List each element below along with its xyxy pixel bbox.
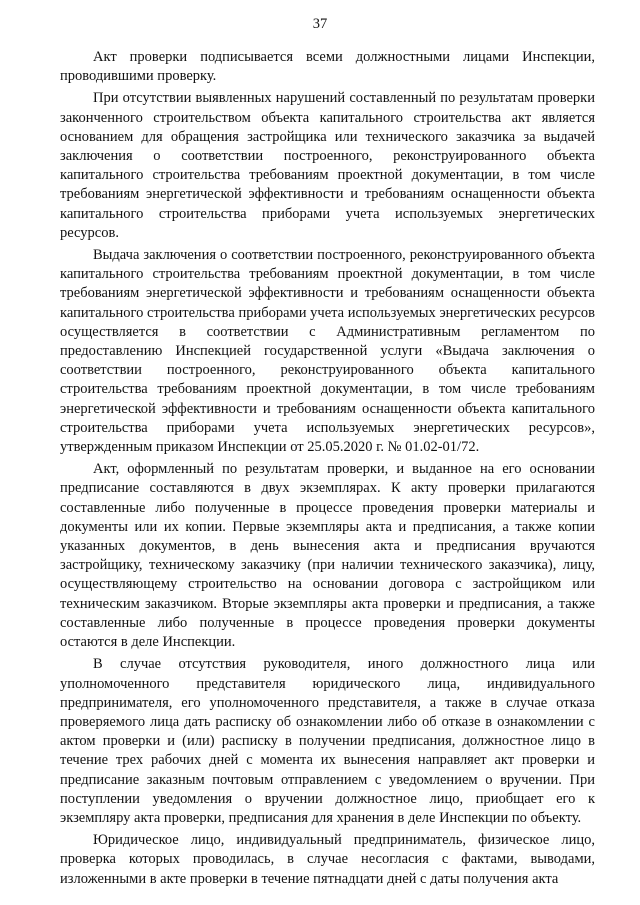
paragraph-act-copies: Акт, оформленный по результатам проверки, и выданное на его основании предписание составляются в двух экземплярах. К акту проверки прилагаются составленные либо полученные в процессе проведения проверки материалы и документы или их копии. Первые экземпляры акта и предписания, а также копии указанных документов, в день вынесения акта и предписания вручаются застройщику, техническому заказчику (при наличии технического заказчика), лицу, осуществляющему строительство на основании договора с застройщиком или техническим заказчиком. Вторые экземпляры акта проверки и предписания, а также составленные либо полученные в процессе проведения проверки документы остаются в деле Инспекции. [60, 461, 595, 651]
page-number: 37 [312, 16, 328, 32]
document-body [60, 48, 595, 892]
paragraph-absence-of-manager: В случае отсутствия руководителя, иного должностного лица или уполномоченного представителя юридического лица, индивидуального предпринимателя, его уполномоченного представителя, а также в случае отказа проверяемого лица дать расписку об ознакомлении либо об отказе в ознакомлении с актом проверки и (или) расписку в получении предписания, должностное лицо в течение трех рабочих дней с момента их вынесения направляет акт проверки и предписание заказным почтовым отправлением с уведомлением о вручении. При поступлении уведомления о вручении должностное лицо, приобщает его к экземпляру акта проверки, предписания для хранения в деле Инспекции по объекту. [60, 656, 595, 826]
paragraph-no-violations: При отсутствии выявленных нарушений составленный по результатам проверки законченного строительством объекта капитального строительства акт является основанием для обращения застройщика или технического заказчика за выдачей заключения о соответствии построенного, реконструированного объекта капитального строительства требованиям проектной документации, в том числе требованиям энергетической эффективности и требованиям оснащенности объекта капитального строительства приборами учета используемых энергетических ресурсов. [60, 90, 595, 241]
paragraph-conclusion-issuance: Выдача заключения о соответствии построенного, реконструированного объекта капитального строительства требованиям проектной документации, в том числе требованиям энергетической эффективности и требованиям оснащенности объекта капитального строительства приборами учета используемых энергетических ресурсов осуществляется в соответствии с Административным регламентом по предоставлению Инспекцией государственной услуги «Выдача заключения о соответствии построенного, реконструированного объекта капитального строительства требованиям проектной документации, в том числе требованиям энергетической эффективности и требованиям оснащенности объекта капитального строительства приборами учета используемых энергетических ресурсов», утвержденным приказом Инспекции от 25.05.2020 г. № 01.02-01/72. [60, 247, 595, 456]
paragraph-signing: Акт проверки подписывается всеми должностными лицами Инспекции, проводившими проверку. [60, 49, 595, 85]
paragraph-disagreement: Юридическое лицо, индивидуальный предприниматель, физическое лицо, проверка которых проводилась, в случае несогласия с фактами, выводами, изложенными в акте проверки в течение пятнадцати дней с даты получения акта [60, 832, 595, 887]
